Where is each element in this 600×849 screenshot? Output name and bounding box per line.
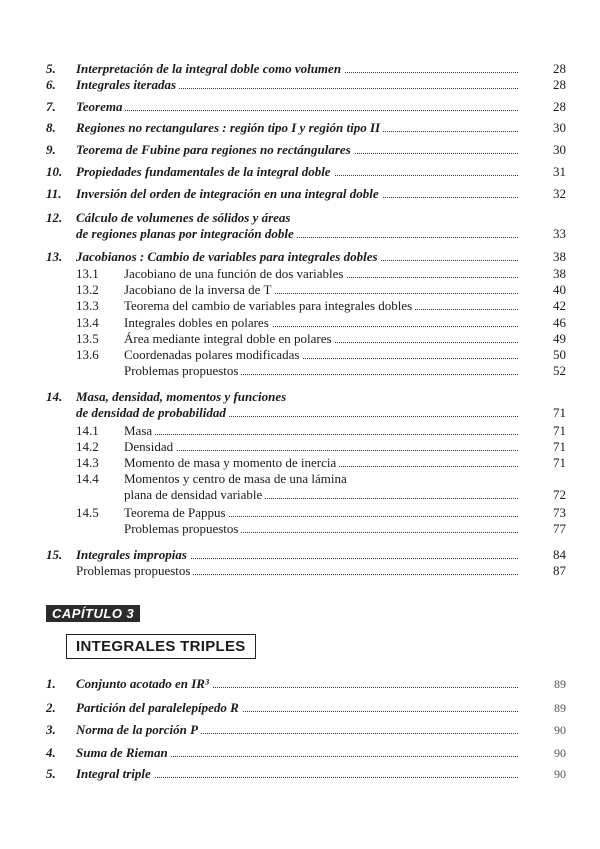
toc-entry-title: Inversión del orden de integración en una integral doble [76,186,382,202]
toc-entry[interactable] [0,120,600,136]
toc-entry[interactable] [0,142,600,158]
toc-entry-title: Problemas propuestos [124,521,241,537]
toc-entry-number: 13.3 [76,298,99,313]
toc-entry-number: 13. [46,249,63,264]
toc-entry-title: Teorema [76,99,125,115]
dot-leader [124,434,518,435]
toc-entry[interactable] [0,347,600,363]
toc-entry-page: 50 [553,347,566,362]
toc-entry-page: 90 [554,723,566,737]
toc-entry-page: 38 [553,266,566,281]
toc-entry-number: 13.4 [76,315,99,330]
toc-entry-page: 89 [554,701,566,715]
toc-entry-number: 13.5 [76,331,99,346]
dot-leader [76,110,518,111]
toc-entry[interactable] [0,505,600,521]
toc-entry-number: 7. [46,99,56,114]
toc-entry[interactable] [0,249,600,265]
toc-entry[interactable] [0,77,600,93]
toc-entry-number: 11. [46,186,62,201]
toc-entry-page: 90 [554,746,566,760]
toc-entry-title: Teorema de Fubine para regiones no rectángulares [76,142,354,158]
toc-entry[interactable] [0,722,600,738]
toc-entry-number: 5. [46,61,56,76]
toc-entry[interactable] [0,676,600,692]
toc-entry-title: Jacobiano de la inversa de T [124,282,274,298]
toc-entry[interactable] [0,266,600,282]
toc-entry-page: 32 [553,186,566,201]
toc-entry-page: 77 [553,521,566,536]
toc-entry-page: 30 [553,120,566,135]
toc-entry-page: 49 [553,331,566,346]
toc-entry-number: 13.1 [76,266,99,281]
toc-entry-page: 71 [553,455,566,470]
toc-entry-page: 28 [553,99,566,114]
toc-entry[interactable] [0,563,600,579]
toc-entry-page: 40 [553,282,566,297]
toc-entry-title: Jacobianos : Cambio de variables para integrales dobles [76,249,381,265]
toc-entry[interactable] [0,186,600,202]
toc-entry-title: de regiones planas por integración doble [76,226,297,242]
toc-entry-number: 15. [46,547,63,562]
toc-entry-page: 38 [553,249,566,264]
toc-entry[interactable] [0,700,600,716]
toc-entry-title: de densidad de probabilidad [76,405,229,421]
toc-entry-number: 6. [46,77,56,92]
toc-entry-title: Regiones no rectangulares : región tipo I y región tipo II [76,120,383,136]
toc-entry-page: 28 [553,77,566,92]
toc-entry-title: Integrales impropias [76,547,190,563]
toc-entry-number: 14. [46,389,63,404]
toc-entry-page: 31 [553,164,566,179]
toc-entry-number: 14.3 [76,455,99,470]
dot-leader [124,450,518,451]
toc-entry-number: 13.2 [76,282,99,297]
toc-entry-title-line1: Cálculo de volumenes de sólidos y áreas [76,210,291,225]
toc-entry[interactable] [0,547,600,563]
toc-entry[interactable] [0,521,600,537]
toc-entry-page: 71 [553,405,566,420]
toc-entry[interactable] [0,455,600,471]
toc-entry-number: 2. [46,700,56,715]
toc-entry-page: 71 [553,439,566,454]
toc-entry-title: Norma de la porción P [76,722,201,738]
toc-entry[interactable] [0,164,600,180]
toc-entry-number: 13.6 [76,347,99,362]
toc-entry-number: 3. [46,722,56,737]
toc-entry[interactable] [0,439,600,455]
toc-entry[interactable] [0,331,600,347]
toc-entry[interactable] [0,745,600,761]
toc-entry-number: 14.1 [76,423,99,438]
toc-entry-page: 42 [553,298,566,313]
toc-entry-number: 14.4 [76,471,99,486]
toc-entry-number: 5. [46,766,56,781]
toc-entry-title: Suma de Rieman [76,745,171,761]
toc-entry-title: Partición del paralelepípedo R [76,700,242,716]
toc-entry-page: 84 [553,547,566,562]
chapter-label: CAPÍTULO 3 [46,605,140,622]
toc-entry-page: 71 [553,423,566,438]
toc-entry[interactable] [0,282,600,298]
toc-entry-number: 14.5 [76,505,99,520]
chapter-title: INTEGRALES TRIPLES [66,634,256,659]
toc-entry[interactable] [0,363,600,379]
toc-entry[interactable] [0,766,600,782]
toc-entry-title: Masa [124,423,155,439]
toc-entry[interactable] [0,99,600,115]
toc-entry[interactable] [0,61,600,77]
toc-entry-title: Momento de masa y momento de inercia [124,455,339,471]
toc-entry-title: Integrales dobles en polares [124,315,272,331]
toc-entry-page: 30 [553,142,566,157]
toc-entry-page: 28 [553,61,566,76]
toc-entry-title: Jacobiano de una función de dos variables [124,266,346,282]
toc-entry-title: Problemas propuestos [124,363,241,379]
toc-entry-page: 46 [553,315,566,330]
toc-entry[interactable] [0,298,600,314]
toc-entry-number: 14.2 [76,439,99,454]
toc-entry-title: Densidad [124,439,176,455]
toc-entry-page: 72 [553,487,566,502]
toc-entry-title: Teorema del cambio de variables para integrales dobles [124,298,415,314]
toc-entry-number: 10. [46,164,63,179]
toc-entry-page: 73 [553,505,566,520]
toc-entry-page: 89 [554,677,566,691]
toc-entry-title: Integrales iteradas [76,77,179,93]
toc-entry-title: Propiedades fundamentales de la integral doble [76,164,334,180]
toc-entry-title: Teorema de Pappus [124,505,229,521]
toc-entry-title: plana de densidad variable [124,487,265,503]
toc-entry-page: 87 [553,563,566,578]
toc-entry-title: Coordenadas polares modificadas [124,347,302,363]
toc-entry-title: Problemas propuestos [76,563,193,579]
toc-entry-title: Conjunto acotado en IR³ [76,676,212,692]
toc-entry-title-line1: Momentos y centro de masa de una lámina [124,471,347,486]
toc-entry-number: 12. [46,210,63,225]
toc-entry[interactable] [0,315,600,331]
toc-entry[interactable] [0,423,600,439]
toc-entry-title: Interpretación de la integral doble como volumen [76,61,344,77]
toc-entry-page: 90 [554,767,566,781]
toc-entry-page: 52 [553,363,566,378]
toc-entry-title-line1: Masa, densidad, momentos y funciones [76,389,287,404]
toc-entry-number: 8. [46,120,56,135]
toc-entry-number: 1. [46,676,56,691]
toc-entry-number: 9. [46,142,56,157]
toc-entry-title: Integral triple [76,766,154,782]
toc-entry-title: Área mediante integral doble en polares [124,331,335,347]
toc-entry-page: 33 [553,226,566,241]
toc-entry-number: 4. [46,745,56,760]
